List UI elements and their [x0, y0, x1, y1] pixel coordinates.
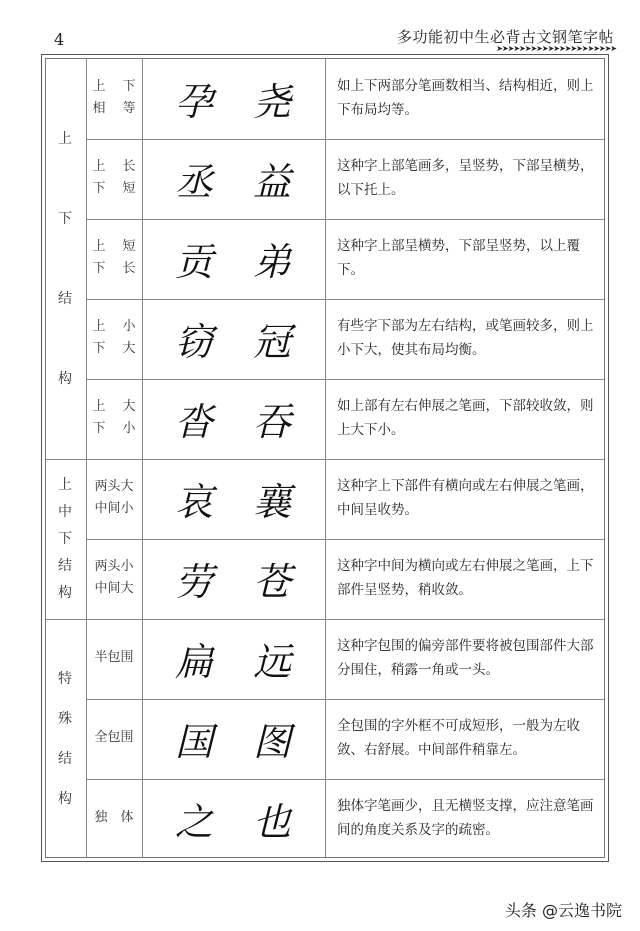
sub-label-line: 半包围 — [94, 650, 134, 665]
group-label-char: 特 — [58, 671, 72, 687]
row-description — [337, 778, 597, 858]
sub-label-char: 小 — [122, 421, 136, 436]
row-sub-label — [87, 458, 141, 538]
group-label-char: 构 — [58, 371, 72, 387]
sub-label-char: 上 — [92, 159, 106, 174]
description-text: 这种字包围的偏旁部件要将被包围部件大部分围住，稍露一角或一头。 — [337, 638, 594, 678]
sample-char: 苍 — [253, 559, 292, 604]
description-text: 独体字笔画少，且无横竖支撑，应注意笔画间的角度关系及字的疏密。 — [337, 798, 594, 838]
sample-characters — [142, 138, 324, 218]
sub-label-char: 下 — [122, 79, 136, 94]
sample-char: 窃 — [174, 319, 213, 364]
sub-label-line: 中间大 — [94, 581, 134, 596]
sample-char: 远 — [253, 639, 292, 684]
sub-label-line: 独 体 — [94, 810, 134, 825]
sample-characters — [142, 778, 324, 858]
row-description — [337, 138, 597, 218]
row-sub-label — [87, 138, 141, 218]
sample-char: 吞 — [253, 399, 292, 444]
row-sub-label — [87, 378, 141, 458]
sub-label-char: 长 — [122, 261, 136, 276]
sample-char: 国 — [174, 719, 213, 764]
group-label-char: 结 — [58, 558, 72, 575]
sub-label-line: 两头小 — [94, 559, 134, 574]
sub-label-char: 上 — [92, 239, 106, 254]
group-label-char: 结 — [58, 291, 72, 307]
sub-label-char: 短 — [122, 181, 136, 196]
sub-label-line: 全包围 — [94, 730, 134, 745]
sample-char: 劳 — [174, 559, 213, 604]
sample-characters — [142, 458, 324, 538]
group-label-char: 殊 — [58, 711, 72, 727]
row-description — [337, 538, 597, 618]
sample-char: 孕 — [174, 79, 213, 124]
row-description — [337, 58, 597, 138]
description-text: 这种字中间为横向或左右伸展之笔画，上下部件呈竖势，稍收敛。 — [337, 558, 594, 598]
table-content — [45, 58, 605, 858]
title-chevron-decoration: ➤➤➤➤➤➤➤➤➤➤➤➤➤➤➤➤➤➤➤➤➤ — [496, 44, 616, 53]
row-sub-label — [87, 538, 141, 618]
sample-char: 也 — [253, 799, 292, 844]
sub-label-char: 下 — [92, 181, 106, 196]
sample-characters — [142, 378, 324, 458]
description-text: 这种字上下部件有横向或左右伸展之笔画，中间呈收势。 — [337, 478, 594, 518]
sub-label-char: 上 — [92, 399, 106, 414]
group-label — [45, 98, 85, 418]
sub-label-char: 等 — [122, 101, 136, 116]
sample-characters — [142, 58, 324, 138]
sample-char: 哀 — [174, 479, 213, 524]
sub-label-char: 小 — [122, 319, 136, 334]
description-text: 如上下两部分笔画数相当、结构相近，则上下布局均等。 — [337, 78, 594, 118]
sample-char: 弟 — [253, 239, 292, 284]
group-label-char: 构 — [58, 585, 72, 602]
book-title: 多功能初中生必背古文钢笔字帖 — [396, 28, 614, 46]
page-number: 4 — [54, 30, 65, 49]
sample-char: 贡 — [174, 239, 213, 284]
sample-char: 扁 — [174, 639, 213, 684]
sub-label-char: 下 — [92, 421, 106, 436]
sample-char: 冠 — [253, 319, 292, 364]
sample-char: 尧 — [253, 79, 292, 124]
description-text: 这种字上部笔画多，呈竖势，下部呈横势，以下托上。 — [337, 158, 594, 198]
row-description — [337, 218, 597, 298]
row-description — [337, 618, 597, 698]
sub-label-char: 上 — [92, 319, 106, 334]
sub-label-line: 两头大 — [94, 479, 134, 494]
sub-label-char: 长 — [122, 159, 136, 174]
sample-char: 之 — [174, 799, 213, 844]
sub-label-line: 中间小 — [94, 501, 134, 516]
sample-char: 图 — [253, 719, 292, 764]
sample-char: 沓 — [174, 399, 213, 444]
row-description — [337, 458, 597, 538]
description-text: 有些字下部为左右结构，或笔画较多，则上小下大，使其布局均衡。 — [337, 318, 594, 358]
sub-label-char: 大 — [122, 399, 136, 414]
group-label-char: 下 — [58, 211, 72, 227]
sub-label-char: 短 — [122, 239, 136, 254]
sample-characters — [142, 218, 324, 298]
group-label-char: 上 — [58, 131, 72, 147]
group-label — [45, 658, 85, 818]
sample-char: 丞 — [174, 159, 213, 204]
description-text: 这种字上部呈横势，下部呈竖势，以上覆下。 — [337, 238, 580, 278]
row-description — [337, 298, 597, 378]
sub-label-char: 相 — [92, 101, 106, 116]
sub-label-char: 下 — [92, 261, 106, 276]
group-label — [45, 470, 85, 606]
sample-characters — [142, 298, 324, 378]
group-label-char: 上 — [58, 476, 72, 493]
sample-characters — [142, 698, 324, 778]
sample-char: 襄 — [253, 479, 292, 524]
sample-characters — [142, 538, 324, 618]
group-label-char: 构 — [58, 791, 72, 807]
row-description — [337, 378, 597, 458]
description-text: 如上部有左右伸展之笔画，下部较收敛，则上大下小。 — [337, 398, 594, 438]
description-text: 全包围的字外框不可成短形，一般为左收敛、右舒展。中间部件稍靠左。 — [337, 718, 580, 758]
group-label-char: 中 — [58, 503, 72, 520]
sub-label-char: 上 — [92, 79, 106, 94]
group-label-char: 结 — [58, 751, 72, 767]
row-sub-label — [87, 618, 141, 698]
watermark: 头条 @云逸书院 — [504, 901, 622, 920]
row-sub-label — [87, 58, 141, 138]
sub-label-char: 下 — [92, 341, 106, 356]
group-label-char: 下 — [58, 530, 72, 547]
sub-label-char: 大 — [122, 341, 136, 356]
sample-characters — [142, 618, 324, 698]
row-sub-label — [87, 698, 141, 778]
sample-char: 益 — [253, 159, 292, 204]
row-sub-label — [87, 218, 141, 298]
row-description — [337, 698, 597, 778]
row-sub-label — [87, 778, 141, 858]
row-sub-label — [87, 298, 141, 378]
